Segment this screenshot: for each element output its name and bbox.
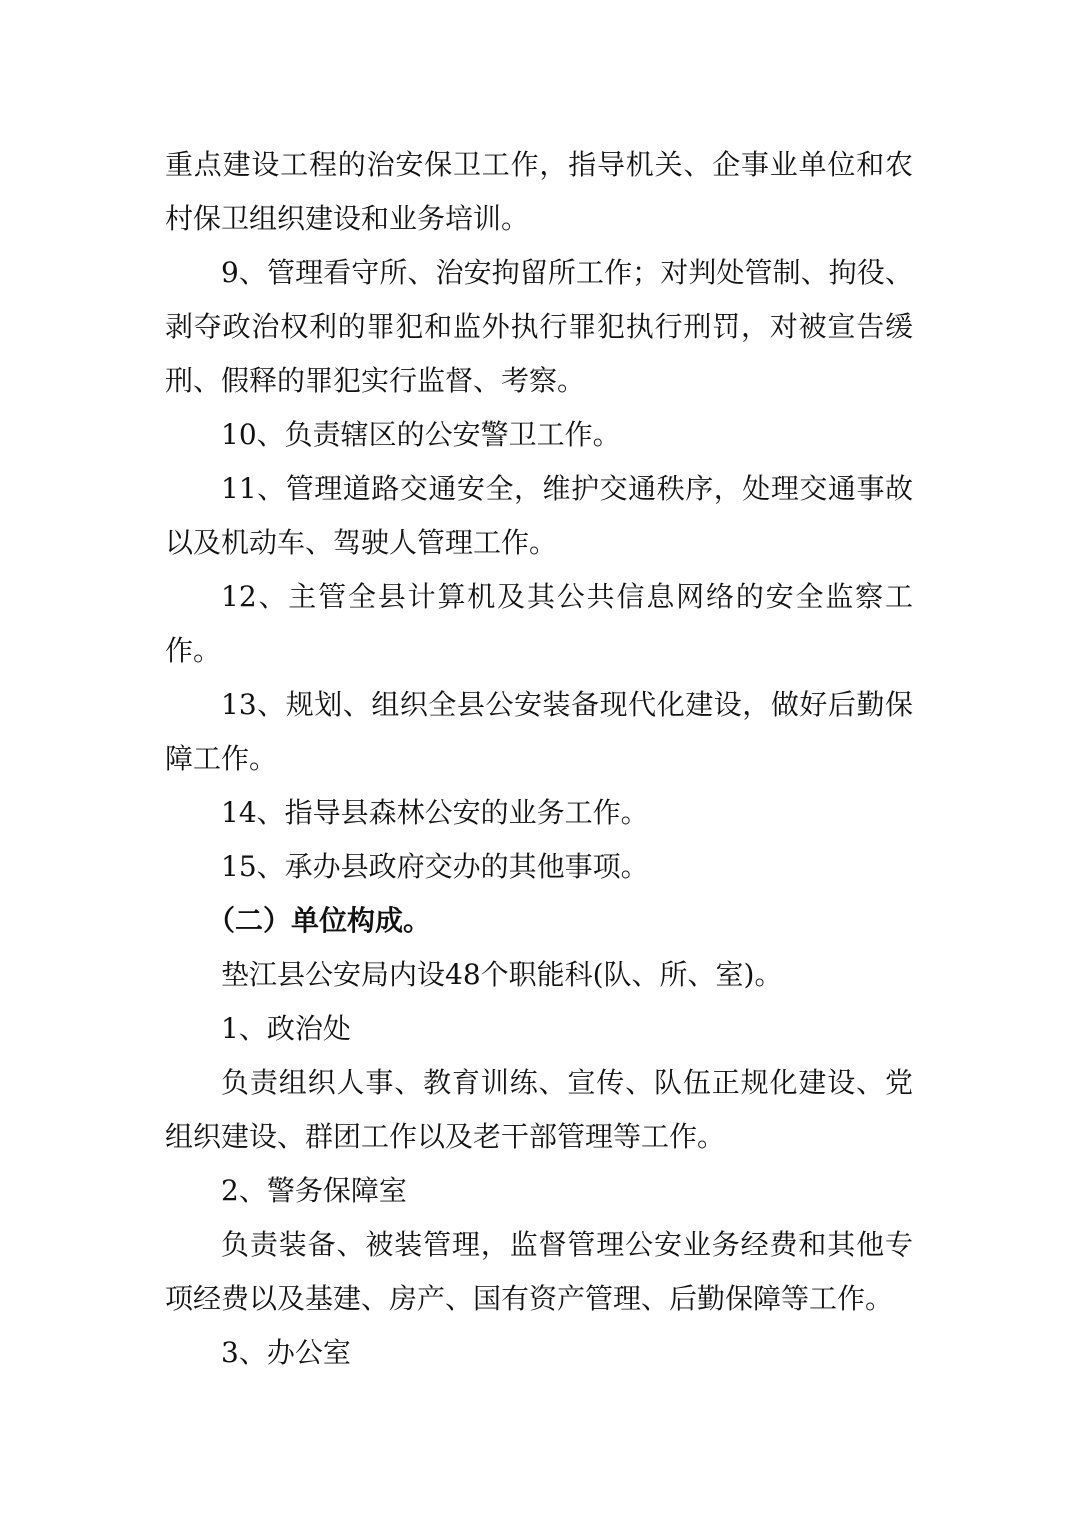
section-heading: （二）单位构成。 [207,904,432,937]
paragraph-item-10: 10、负责辖区的公安警卫工作。 [221,418,621,451]
paragraph-unit-1-desc: 负责组织人事、教育训练、宣传、队伍正规化建设、党组织建设、群团工作以及老干部管理等工作。 [165,1066,913,1153]
paragraph-unit-2-desc: 负责装备、被装管理，监督管理公安业务经费和其他专项经费以及基建、房产、国有资产管理、后勤保障等工作。 [165,1228,913,1315]
paragraph-item-13: 13、规划、组织全县公安装备现代化建设，做好后勤保障工作。 [165,688,913,775]
document-body [165,138,913,1380]
paragraph-unit-1-title: 1、政治处 [221,1012,351,1045]
paragraph-unit-summary: 垫江县公安局内设48个职能科(队、所、室)。 [221,958,783,991]
paragraph-unit-2-title: 2、警务保障室 [221,1174,407,1207]
paragraph-unit-3-title: 3、办公室 [221,1336,351,1369]
paragraph-item-15: 15、承办县政府交办的其他事项。 [221,850,649,883]
paragraph-item-9: 9、管理看守所、治安拘留所工作；对判处管制、拘役、剥夺政治权利的罪犯和监外执行罪犯执行刑罚，对被宣告缓刑、假释的罪犯实行监督、考察。 [165,256,913,397]
paragraph-item-11: 11、管理道路交通安全，维护交通秩序，处理交通事故以及机动车、驾驶人管理工作。 [165,472,913,559]
paragraph-item-12: 12、主管全县计算机及其公共信息网络的安全监察工作。 [165,580,913,667]
paragraph-item-14: 14、指导县森林公安的业务工作。 [221,796,649,829]
paragraph-continuation: 重点建设工程的治安保卫工作，指导机关、企事业单位和农村保卫组织建设和业务培训。 [165,148,913,235]
